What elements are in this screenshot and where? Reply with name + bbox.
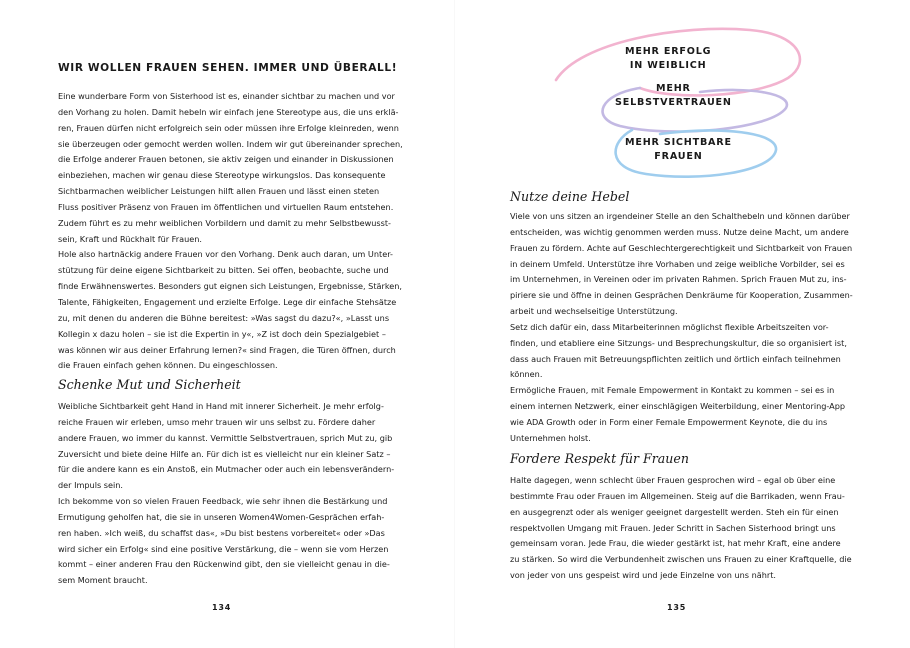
text-line: für die andere kann es ein Anstoß, ein Mutmacher oder auch ein lebensverändern- bbox=[58, 464, 395, 475]
text-line: die Frauen einfach gehen können. Du eingeschlossen. bbox=[58, 360, 278, 371]
text-line: Talente, Fähigkeiten, Engagement und erzielte Erfolge. Lege dir einfache Stehsätze bbox=[58, 296, 397, 307]
text-line: Unternehmen holst. bbox=[510, 432, 591, 443]
text-line: Halte dagegen, wenn schlecht über Frauen gesprochen wird – egal ob über eine bbox=[510, 475, 836, 485]
text-line: Fluss positiver Präsenz von Frauen im öffentlichen und virtuellen Raum entstehen. bbox=[58, 201, 394, 212]
text-line: Ermutigung geholfen hat, die sie in unseren Women4Women-Gesprächen erfah- bbox=[58, 511, 385, 522]
spiral-label-1-line-1: MEHR ERFOLG bbox=[625, 46, 712, 57]
text-line: was können wir aus deiner Erfahrung lernen?« sind Fragen, die Türen öffnen, durch bbox=[58, 344, 396, 355]
text-line: andere Frauen, wo immer du kannst. Vermittle Selbstvertrauen, sprich Mut zu, gib bbox=[58, 432, 393, 443]
text-line: einem internen Netzwerk, einer einschlägigen Weiterbildung, einer Mentoring-App bbox=[510, 401, 846, 412]
chapter-heading: WIR WOLLEN FRAUEN SEHEN. IMMER UND ÜBERALL! bbox=[58, 62, 398, 74]
text-line: Kollegin x dazu holen – sie ist die Expertin in y«, »Z ist doch dein Spezialgebiet – bbox=[58, 328, 386, 339]
text-line: zu stärken. So wird die Verbundenheit zwischen uns Frauen zu einer Kraftquelle, die bbox=[510, 554, 852, 565]
text-line: finden, und etabliere eine Sitzungs- und Besprechungskultur, die so organisiert ist, bbox=[510, 337, 847, 348]
text-line: Frauen zu fördern. Achte auf Geschlechtergerechtigkeit und Sichtbarkeit von Frauen bbox=[510, 242, 853, 253]
text-line: Zuversicht und biete deine Hilfe an. Für dich ist es vielleicht nur ein kleiner Satz – bbox=[58, 448, 391, 459]
spiral-label-3-line-2: FRAUEN bbox=[654, 150, 703, 162]
section-title-respekt: Fordere Respekt für Frauen bbox=[510, 451, 689, 466]
text-line: en ausgegrenzt oder als weniger geeignet dargestellt werden. Steh ein für einen bbox=[510, 506, 839, 517]
section-text-mut bbox=[58, 399, 410, 589]
text-line: Viele von uns sitzen an irgendeiner Stelle an den Schalthebeln und können darüber bbox=[510, 211, 850, 221]
text-line: der Impuls sein. bbox=[58, 480, 123, 491]
right-page bbox=[455, 0, 910, 648]
text-line: Ich bekomme von so vielen Frauen Feedback, wie sehr ihnen die Bestärkung und bbox=[58, 496, 388, 507]
text-line: Weibliche Sichtbarkeit geht Hand in Hand mit innerer Sicherheit. Je mehr erfolg- bbox=[58, 401, 384, 411]
text-line: die Erfolge anderer Frauen betonen, sie aktiv zeigen und einander in Diskussionen bbox=[58, 154, 394, 165]
text-line: reiche Frauen wir erleben, umso mehr trauen wir uns selbst zu. Fördere daher bbox=[58, 416, 376, 427]
spiral-label-1 bbox=[625, 45, 711, 72]
intro-text bbox=[58, 89, 410, 374]
section-text-hebel bbox=[510, 209, 862, 447]
page-number-left: 134 bbox=[212, 603, 232, 612]
text-line: ren, Frauen dürfen nicht erfolgreich sein oder müssen ihre Erfolge kleinreden, wenn bbox=[58, 122, 399, 133]
text-line: im Unternehmen, in Vereinen oder im privaten Rahmen. Sprich Frauen Mut zu, ins- bbox=[510, 274, 847, 285]
text-line: von jeder von uns gespeist wird und jede Einzelne von uns nährt. bbox=[510, 570, 776, 581]
text-line: einbeziehen, machen wir genau diese Stereotype wirkungslos. Das konsequente bbox=[58, 170, 386, 181]
page-number-right: 135 bbox=[667, 603, 687, 612]
section-title-hebel: Nutze deine Hebel bbox=[510, 189, 630, 204]
spiral-label-1-line-2: IN WEIBLICH bbox=[629, 59, 707, 71]
text-line: gemeinsam voran. Jede Frau, die wieder gestärkt ist, hat mehr Kraft, eine andere bbox=[510, 538, 841, 549]
text-line: können. bbox=[510, 369, 543, 380]
text-line: Ermögliche Frauen, mit Female Empowerment in Kontakt zu kommen – sei es in bbox=[510, 385, 835, 396]
text-line: Eine wunderbare Form von Sisterhood ist es, einander sichtbar zu machen und vor bbox=[58, 91, 395, 101]
text-line: wird sicher ein Erfolg« sind eine positive Verstärkung, die – wenn sie vom Herzen bbox=[58, 543, 389, 554]
text-line: sem Moment braucht. bbox=[58, 575, 148, 586]
text-line: bestimmte Frau oder Frauen im Allgemeinen. Steig auf die Barrikaden, wenn Frau- bbox=[510, 490, 845, 501]
text-line: Zudem führt es zu mehr weiblichen Vorbildern und damit zu mehr Selbstbewusst- bbox=[58, 217, 391, 228]
text-line: in deinem Umfeld. Unterstütze ihre Vorhaben und zeige weibliche Vorbilder, sei es bbox=[510, 258, 845, 269]
text-line: stützung für deine eigene Sichtbarkeit zu bitten. Sei offen, beobachte, suche und bbox=[58, 265, 389, 276]
text-line: wie ADA Growth oder in Form einer Female Empowerment Keynote, die du ins bbox=[510, 416, 828, 427]
text-line: ren haben. »Ich weiß, du schaffst das«, »Du bist bestens vorbereitet« oder »Das bbox=[58, 527, 385, 538]
section-title-mut: Schenke Mut und Sicherheit bbox=[58, 377, 241, 392]
section-text-respekt bbox=[510, 473, 862, 584]
text-line: kommt – einer anderen Frau den Rückenwind gibt, den sie vielleicht genau in die- bbox=[58, 559, 390, 570]
text-line: Setz dich dafür ein, dass Mitarbeiterinnen möglichst flexible Arbeitszeiten vor- bbox=[510, 321, 829, 332]
text-line: den Vorhang zu holen. Damit hebeln wir einfach jene Stereotype aus, die uns erklä- bbox=[58, 106, 399, 117]
text-line: Hole also hartnäckig andere Frauen vor den Vorhang. Denk auch daran, um Unter- bbox=[58, 249, 393, 260]
spiral-label-3-line-1: MEHR SICHTBARE bbox=[625, 137, 732, 148]
text-line: arbeit und wechselseitige Unterstützung. bbox=[510, 306, 678, 317]
text-line: zu, mit denen du anderen die Bühne bereitest: »Was sagst du dazu?«, »Lasst uns bbox=[58, 312, 390, 323]
text-line: sie überzeugen oder gemocht werden wollen. Indem wir gut übereinander sprechen, bbox=[58, 138, 403, 149]
text-line: sein, Kraft und Rückhalt für Frauen. bbox=[58, 233, 202, 244]
text-line: entscheiden, was wichtig genommen werden muss. Nutze deine Macht, um andere bbox=[510, 226, 849, 237]
text-line: Sichtbarmachen weiblicher Leistungen hilft allen Frauen und lässt einen steten bbox=[58, 186, 380, 197]
text-line: respektvollen Umgang mit Frauen. Jeder Schritt in Sachen Sisterhood bringt uns bbox=[510, 522, 836, 533]
spiral-label-3 bbox=[625, 136, 732, 163]
text-line: finde Erwähnenswertes. Besonders gut eignen sich Leistungen, Ergebnisse, Stärken, bbox=[58, 281, 402, 292]
spiral-label-2 bbox=[615, 82, 732, 109]
text-line: piriere sie und öffne in deinen Gesprächen Denkräume für Kooperation, Zusammen- bbox=[510, 290, 853, 301]
spiral-label-2-line-2: SELBSTVERTRAUEN bbox=[615, 96, 732, 108]
spiral-label-2-line-1: MEHR bbox=[656, 83, 691, 94]
text-line: dass auch Frauen mit Betreuungspflichten zeitlich und örtlich einfach teilnehmen bbox=[510, 353, 841, 364]
